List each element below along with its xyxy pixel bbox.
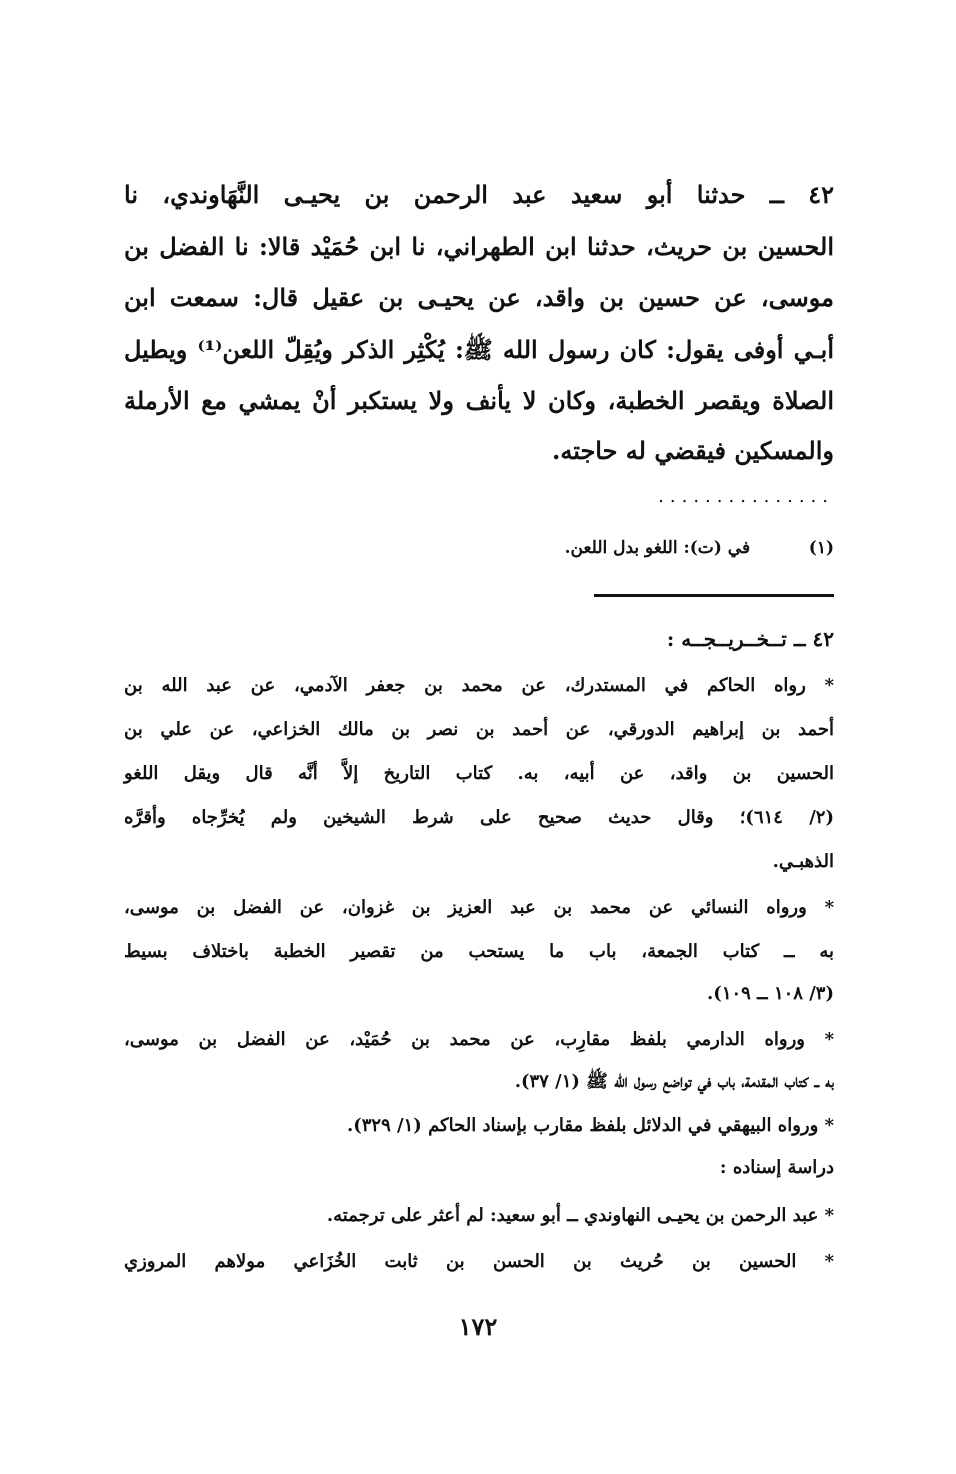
hadith-line: أبـي أوفى يقول: كان رسول الله ﷺ: يُكْثِر الذكر ويُقِلّ اللعن⁽¹⁾ ويطيل xyxy=(124,335,834,364)
dirasa-line: * الحسين بن حُريث بن الحسن بن ثابت الخُزَاعي مولاهم المروزي xyxy=(124,1251,834,1272)
hadith-line: والمسكين فيقضي له حاجته. xyxy=(552,436,834,465)
hadith-line: موسى، عن حسين بن واقد، عن يحيـى بن عقيل قال: سمعت ابن xyxy=(124,283,834,312)
hadith-line: الحسين بن حريث، حدثنا ابن الطهراني، نا ابن حُمَيْد قالا: نا الفضل بن xyxy=(124,232,834,261)
footnote-number: (١) xyxy=(808,538,834,558)
footnote-separator: ............... xyxy=(658,486,834,506)
page-number: ١٧٢ xyxy=(458,1312,498,1341)
dirasa-heading: دراسة إسناده : xyxy=(719,1157,834,1178)
dirasa-section xyxy=(124,1146,834,1286)
dirasa-line: * عبد الرحمن بن يحيـى النهاوندي ــ أبو سعيد: لم أعثر على ترجمته. xyxy=(326,1205,834,1226)
hadith-line: ٤٢ ــ حدثنا أبو سعيد عبد الرحمن بن يحيـى النَّهَاوندي، نا xyxy=(124,180,834,209)
takhrij-line: (٢/ ٦١٤)؛ وقال حديث صحيح على شرط الشيخين ولم يُخرِّجاه وأقرَّه xyxy=(124,807,834,828)
takhrij-line: به ــ كتاب الجمعة، باب ما يستحب من تقصير الخطبة باختلاف بسيط xyxy=(124,941,834,962)
footnote-text: في (ت): اللغو بدل اللعن. xyxy=(564,538,751,558)
takhrij-line: الحسين بن واقد، عن أبيه، به. كتاب التاريخ إلاَّ أنَّه قال ويقل اللغو xyxy=(124,763,834,784)
takhrij-line: الذهبـي. xyxy=(772,851,834,872)
hadith-text xyxy=(124,170,834,470)
takhrij-line: * ورواه النسائي عن محمد بن عبد العزيز بن غزوان، عن الفضل بن موسى، xyxy=(124,897,835,918)
takhrij-heading xyxy=(124,618,834,660)
hadith-line: الصلاة ويقصر الخطبة، وكان لا يأنف ولا يستكبر أنْ يمشي مع الأرملة xyxy=(124,386,834,415)
takhrij-line: (٣/ ١٠٨ ــ ١٠٩). xyxy=(707,983,834,1004)
takhrij-label: تــخــريــجــه : xyxy=(666,627,787,651)
section-rule xyxy=(594,594,834,597)
takhrij-line: * رواه الحاكم في المستدرك، عن محمد بن جعفر الآدمي، عن عبد الله بن xyxy=(124,675,834,696)
takhrij-line: أحمد بن إبراهيم الدورقي، عن أحمد بن نصر بن مالك الخزاعي، عن علي بن xyxy=(124,719,834,740)
takhrij-line: * ورواه البيهقي في الدلائل بلفظ مقارب بإسناد الحاكم (١/ ٣٢٩). xyxy=(346,1115,834,1136)
takhrij-number: ٤٢ ــ xyxy=(793,627,834,651)
takhrij-body xyxy=(124,664,834,1154)
footnote xyxy=(124,530,834,566)
takhrij-line: به ــ كتاب المقدمة، باب في تواضع رسول الله ﷺ (١/ ٣٧). xyxy=(514,1071,834,1092)
takhrij-line: * ورواه الدارمي بلفظ مقارِب، عن محمد بن حُمَيْد، عن الفضل بن موسى، xyxy=(124,1029,834,1050)
